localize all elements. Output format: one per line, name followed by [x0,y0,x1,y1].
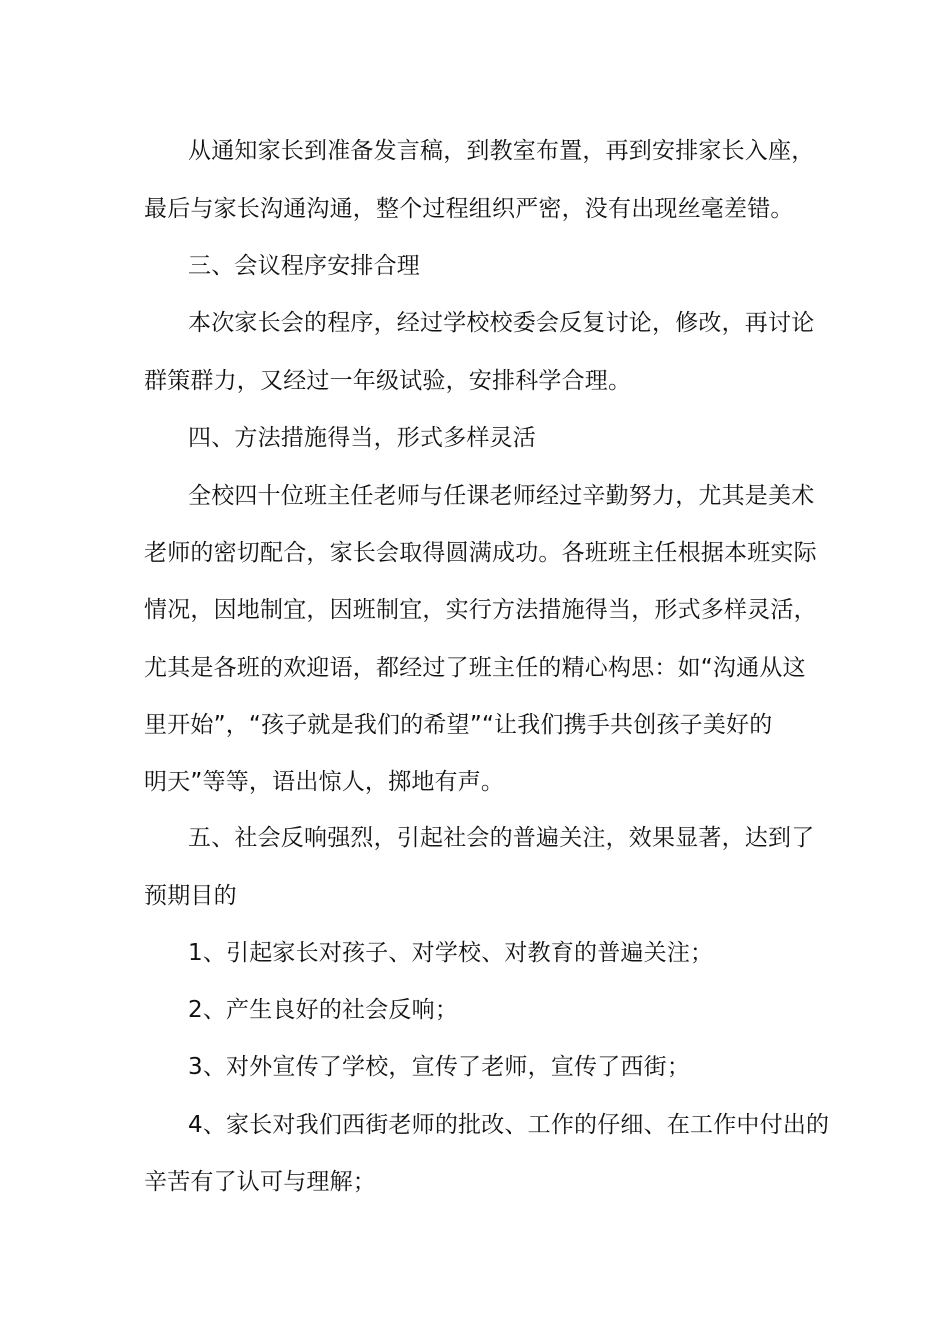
list-item: 4、家长对我们西街老师的批改、工作的仔细、在工作中付出的 [188,1112,830,1138]
list-item: 2、产生良好的社会反响； [188,997,459,1023]
paragraph-line: 老师的密切配合，家长会取得圆满成功。各班班主任根据本班实际 [144,540,817,566]
list-item-continued: 辛苦有了认可与理解； [144,1169,376,1195]
paragraph-line: 尤其是各班的欢迎语，都经过了班主任的精心构思：如“沟通从这 [144,655,806,681]
paragraph-line: 全校四十位班主任老师与任课老师经过辛勤努力，尤其是美术 [188,483,815,509]
paragraph-line: 里开始”，“孩子就是我们的希望”“让我们携手共创孩子美好的 [144,712,773,738]
paragraph-line: 情况，因地制宜，因班制宜，实行方法措施得当，形式多样灵活， [144,597,817,623]
list-item: 3、对外宣传了学校，宣传了老师，宣传了西街； [188,1054,691,1080]
section-heading-continued: 预期目的 [144,883,237,909]
paragraph-line: 最后与家长沟通沟通，整个过程组织严密，没有出现丝毫差错。 [144,196,794,222]
paragraph-line: 本次家长会的程序，经过学校校委会反复讨论，修改，再讨论 [188,310,815,336]
paragraph-line: 明天”等等，语出惊人，掷地有声。 [144,769,505,795]
section-heading: 五、社会反响强烈，引起社会的普遍关注，效果显著，达到了 [188,825,815,851]
list-item: 1、引起家长对孩子、对学校、对教育的普遍关注； [188,940,714,966]
section-heading: 四、方法措施得当，形式多样灵活 [188,425,536,451]
paragraph-line: 群策群力，又经过一年级试验，安排科学合理。 [144,368,632,394]
section-heading: 三、会议程序安排合理 [188,253,420,279]
paragraph-line: 从通知家长到准备发言稿，到教室布置，再到安排家长入座， [188,138,815,164]
